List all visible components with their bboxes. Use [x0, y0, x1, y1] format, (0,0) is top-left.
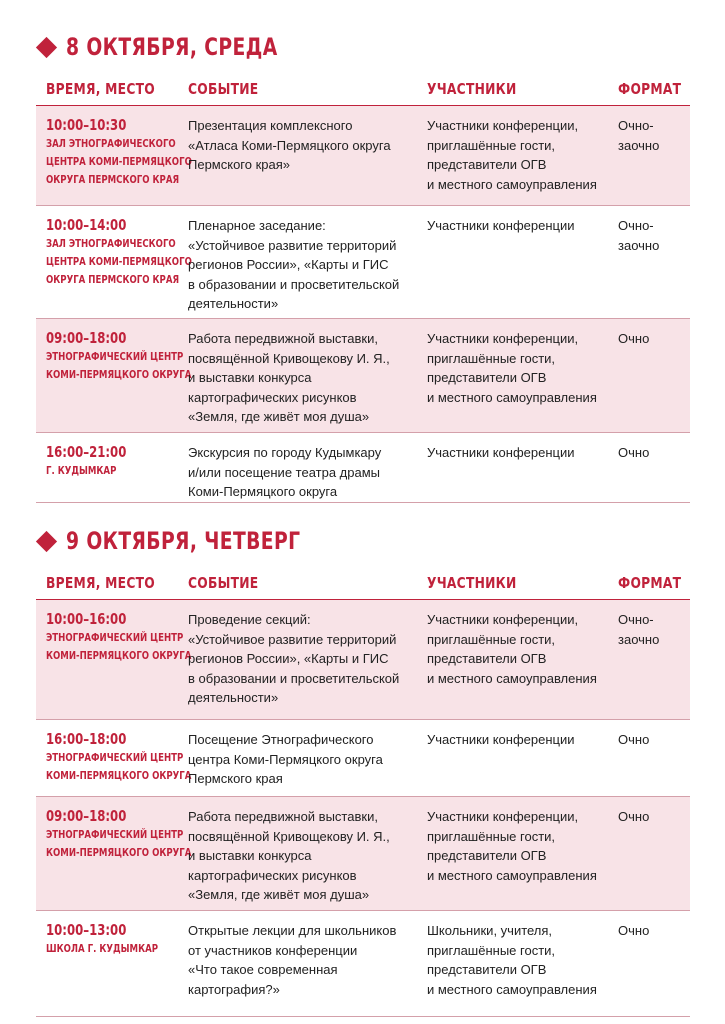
event-participants-cell — [427, 730, 623, 750]
event-format: заочно — [618, 631, 660, 647]
event-description-cell — [188, 610, 424, 708]
event-place: ОКРУГА ПЕРМСКОГО КРАЯ — [46, 273, 180, 286]
event-format: Очно — [618, 331, 650, 346]
event-description: Открытые лекции для школьников — [188, 923, 397, 938]
event-description: картография?» — [188, 981, 280, 997]
event-description: Работа передвижной выставки, — [188, 809, 378, 824]
event-participants: и местного самоуправления — [427, 670, 597, 686]
header-format: ФОРМАТ — [618, 574, 682, 592]
event-description: Экскурсия по городу Кудымкару — [188, 445, 382, 460]
table-row — [36, 720, 690, 797]
event-participants-cell — [427, 807, 623, 885]
event-description: в образовании и просветительской — [188, 670, 400, 686]
table-row — [36, 319, 690, 433]
time-place-cell — [46, 730, 196, 785]
event-place: ЦЕНТРА КОМИ-ПЕРМЯЦКОГО — [46, 155, 192, 168]
event-participants-cell — [427, 443, 623, 463]
event-format: Очно- — [618, 612, 654, 627]
event-participants-cell — [427, 116, 623, 194]
event-description: деятельности» — [188, 690, 279, 705]
event-format: Очно — [618, 732, 650, 747]
event-time: 16:00–18:00 — [46, 730, 127, 748]
time-place-cell — [46, 116, 196, 189]
header-format: ФОРМАТ — [618, 80, 682, 98]
event-place: КОМИ-ПЕРМЯЦКОГО ОКРУГА — [46, 769, 192, 782]
header-participants: УЧАСТНИКИ — [427, 574, 517, 592]
event-participants: Участники конференции — [427, 732, 575, 747]
table-body — [36, 600, 690, 1017]
event-place: Г. КУДЫМКАР — [46, 464, 117, 477]
header-participants: УЧАСТНИКИ — [427, 80, 517, 98]
event-participants: приглашённые гости, — [427, 350, 556, 366]
event-description: и выставки конкурса — [188, 370, 312, 385]
event-format: Очно- — [618, 118, 654, 133]
event-description: Работа передвижной выставки, — [188, 331, 378, 346]
event-description: Проведение секций: — [188, 612, 311, 627]
day-section — [36, 524, 690, 1017]
event-participants: и местного самоуправления — [427, 176, 597, 192]
event-time: 10:00–14:00 — [46, 216, 127, 234]
header-time: ВРЕМЯ, МЕСТО — [46, 80, 155, 98]
event-format: заочно — [618, 137, 660, 153]
diamond-bullet-icon — [36, 530, 57, 551]
event-format: Очно — [618, 445, 650, 460]
table-row — [36, 433, 690, 503]
table-row — [36, 106, 690, 206]
event-participants-cell — [427, 216, 623, 236]
event-participants: и местного самоуправления — [427, 389, 597, 405]
header-time: ВРЕМЯ, МЕСТО — [46, 574, 155, 592]
event-description-cell — [188, 443, 424, 502]
event-participants-cell — [427, 921, 623, 999]
time-place-cell — [46, 329, 196, 384]
event-format-cell — [618, 807, 686, 827]
diamond-bullet-icon — [36, 36, 57, 57]
event-place: ЭТНОГРАФИЧЕСКИЙ ЦЕНТР — [46, 751, 184, 764]
day-title: 8 ОКТЯБРЯ, СРЕДА — [66, 33, 278, 61]
event-description: Пермского края — [188, 771, 283, 786]
event-description: от участников конференции — [188, 942, 358, 958]
event-format-cell — [618, 921, 686, 941]
day-heading — [36, 30, 690, 64]
event-description: Презентация комплексного — [188, 118, 353, 133]
event-participants: и местного самоуправления — [427, 981, 597, 997]
day-title: 9 ОКТЯБРЯ, ЧЕТВЕРГ — [66, 527, 301, 555]
event-place: КОМИ-ПЕРМЯЦКОГО ОКРУГА — [46, 649, 192, 662]
event-place: ЭТНОГРАФИЧЕСКИЙ ЦЕНТР — [46, 828, 184, 841]
table-row — [36, 600, 690, 720]
event-place: ЭТНОГРАФИЧЕСКИЙ ЦЕНТР — [46, 631, 184, 644]
event-participants: Участники конференции, — [427, 118, 579, 133]
time-place-cell — [46, 610, 196, 665]
event-time: 10:00–10:30 — [46, 116, 127, 134]
event-participants: приглашённые гости, — [427, 942, 556, 958]
day-heading — [36, 524, 690, 558]
event-description: «Что такое современная — [188, 962, 338, 977]
event-time: 09:00–18:00 — [46, 329, 127, 347]
time-place-cell — [46, 807, 196, 862]
table-header — [36, 80, 690, 106]
event-participants: представители ОГВ — [427, 848, 547, 863]
header-event: СОБЫТИЕ — [188, 574, 259, 592]
event-description-cell — [188, 216, 424, 314]
event-description-cell — [188, 329, 424, 427]
event-description: картографических рисунков — [188, 867, 357, 883]
event-description: в образовании и просветительской — [188, 276, 400, 292]
event-description: Пермского края» — [188, 157, 291, 172]
event-description: «Устойчивое развитие территорий — [188, 631, 397, 647]
event-participants-cell — [427, 610, 623, 688]
event-time: 10:00–16:00 — [46, 610, 127, 628]
event-format-cell — [618, 116, 686, 155]
event-place: ШКОЛА Г. КУДЫМКАР — [46, 942, 159, 955]
header-event: СОБЫТИЕ — [188, 80, 259, 98]
event-format: Очно — [618, 923, 650, 938]
event-description: «Земля, где живёт моя душа» — [188, 887, 370, 902]
event-participants: представители ОГВ — [427, 157, 547, 172]
table-body — [36, 106, 690, 503]
event-participants: приглашённые гости, — [427, 137, 556, 153]
event-description: и выставки конкурса — [188, 848, 312, 863]
event-description: картографических рисунков — [188, 389, 357, 405]
event-description: посвящённой Кривощекову И. Я., — [188, 828, 390, 844]
table-row — [36, 206, 690, 319]
event-description: «Устойчивое развитие территорий — [188, 237, 397, 253]
event-description: регионов России», «Карты и ГИС — [188, 257, 389, 272]
event-participants: представители ОГВ — [427, 651, 547, 666]
event-participants: представители ОГВ — [427, 370, 547, 385]
event-format: Очно — [618, 809, 650, 824]
event-description: центра Коми-Пермяцкого округа — [188, 751, 383, 767]
event-participants: Участники конференции, — [427, 331, 579, 346]
time-place-cell — [46, 921, 196, 958]
event-participants: приглашённые гости, — [427, 631, 556, 647]
event-format-cell — [618, 216, 686, 255]
event-description: Пленарное заседание: — [188, 218, 326, 233]
event-participants: Участники конференции, — [427, 612, 579, 627]
event-format-cell — [618, 610, 686, 649]
table-row — [36, 797, 690, 911]
event-participants: Школьники, учителя, — [427, 923, 553, 938]
event-description-cell — [188, 116, 424, 175]
event-description: «Земля, где живёт моя душа» — [188, 409, 370, 424]
event-place: КОМИ-ПЕРМЯЦКОГО ОКРУГА — [46, 846, 192, 859]
event-description-cell — [188, 807, 424, 905]
event-participants: приглашённые гости, — [427, 828, 556, 844]
event-time: 09:00–18:00 — [46, 807, 127, 825]
event-place: ОКРУГА ПЕРМСКОГО КРАЯ — [46, 173, 180, 186]
event-participants: и местного самоуправления — [427, 867, 597, 883]
event-time: 16:00–21:00 — [46, 443, 127, 461]
event-participants: представители ОГВ — [427, 962, 547, 977]
time-place-cell — [46, 443, 196, 480]
event-format-cell — [618, 443, 686, 463]
event-time: 10:00–13:00 — [46, 921, 127, 939]
event-place: ЦЕНТРА КОМИ-ПЕРМЯЦКОГО — [46, 255, 192, 268]
time-place-cell — [46, 216, 196, 289]
event-description: Посещение Этнографического — [188, 732, 374, 747]
day-section — [36, 30, 690, 503]
event-place: КОМИ-ПЕРМЯЦКОГО ОКРУГА — [46, 368, 192, 381]
table-header — [36, 574, 690, 600]
event-place: ЭТНОГРАФИЧЕСКИЙ ЦЕНТР — [46, 350, 184, 363]
event-participants: Участники конференции — [427, 445, 575, 460]
event-description: деятельности» — [188, 296, 279, 311]
event-description: посвящённой Кривощекову И. Я., — [188, 350, 390, 366]
event-place: ЗАЛ ЭТНОГРАФИЧЕСКОГО — [46, 237, 176, 250]
event-format-cell — [618, 329, 686, 349]
event-participants: Участники конференции — [427, 218, 575, 233]
event-participants: Участники конференции, — [427, 809, 579, 824]
event-format: Очно- — [618, 218, 654, 233]
event-description: Коми-Пермяцкого округа — [188, 484, 338, 499]
event-description-cell — [188, 921, 424, 999]
event-participants-cell — [427, 329, 623, 407]
event-format: заочно — [618, 237, 660, 253]
table-row — [36, 911, 690, 1017]
event-description: «Атласа Коми-Пермяцкого округа — [188, 137, 391, 153]
event-description: регионов России», «Карты и ГИС — [188, 651, 389, 666]
event-description-cell — [188, 730, 424, 789]
event-description: и/или посещение театра драмы — [188, 464, 380, 480]
event-format-cell — [618, 730, 686, 750]
event-place: ЗАЛ ЭТНОГРАФИЧЕСКОГО — [46, 137, 176, 150]
